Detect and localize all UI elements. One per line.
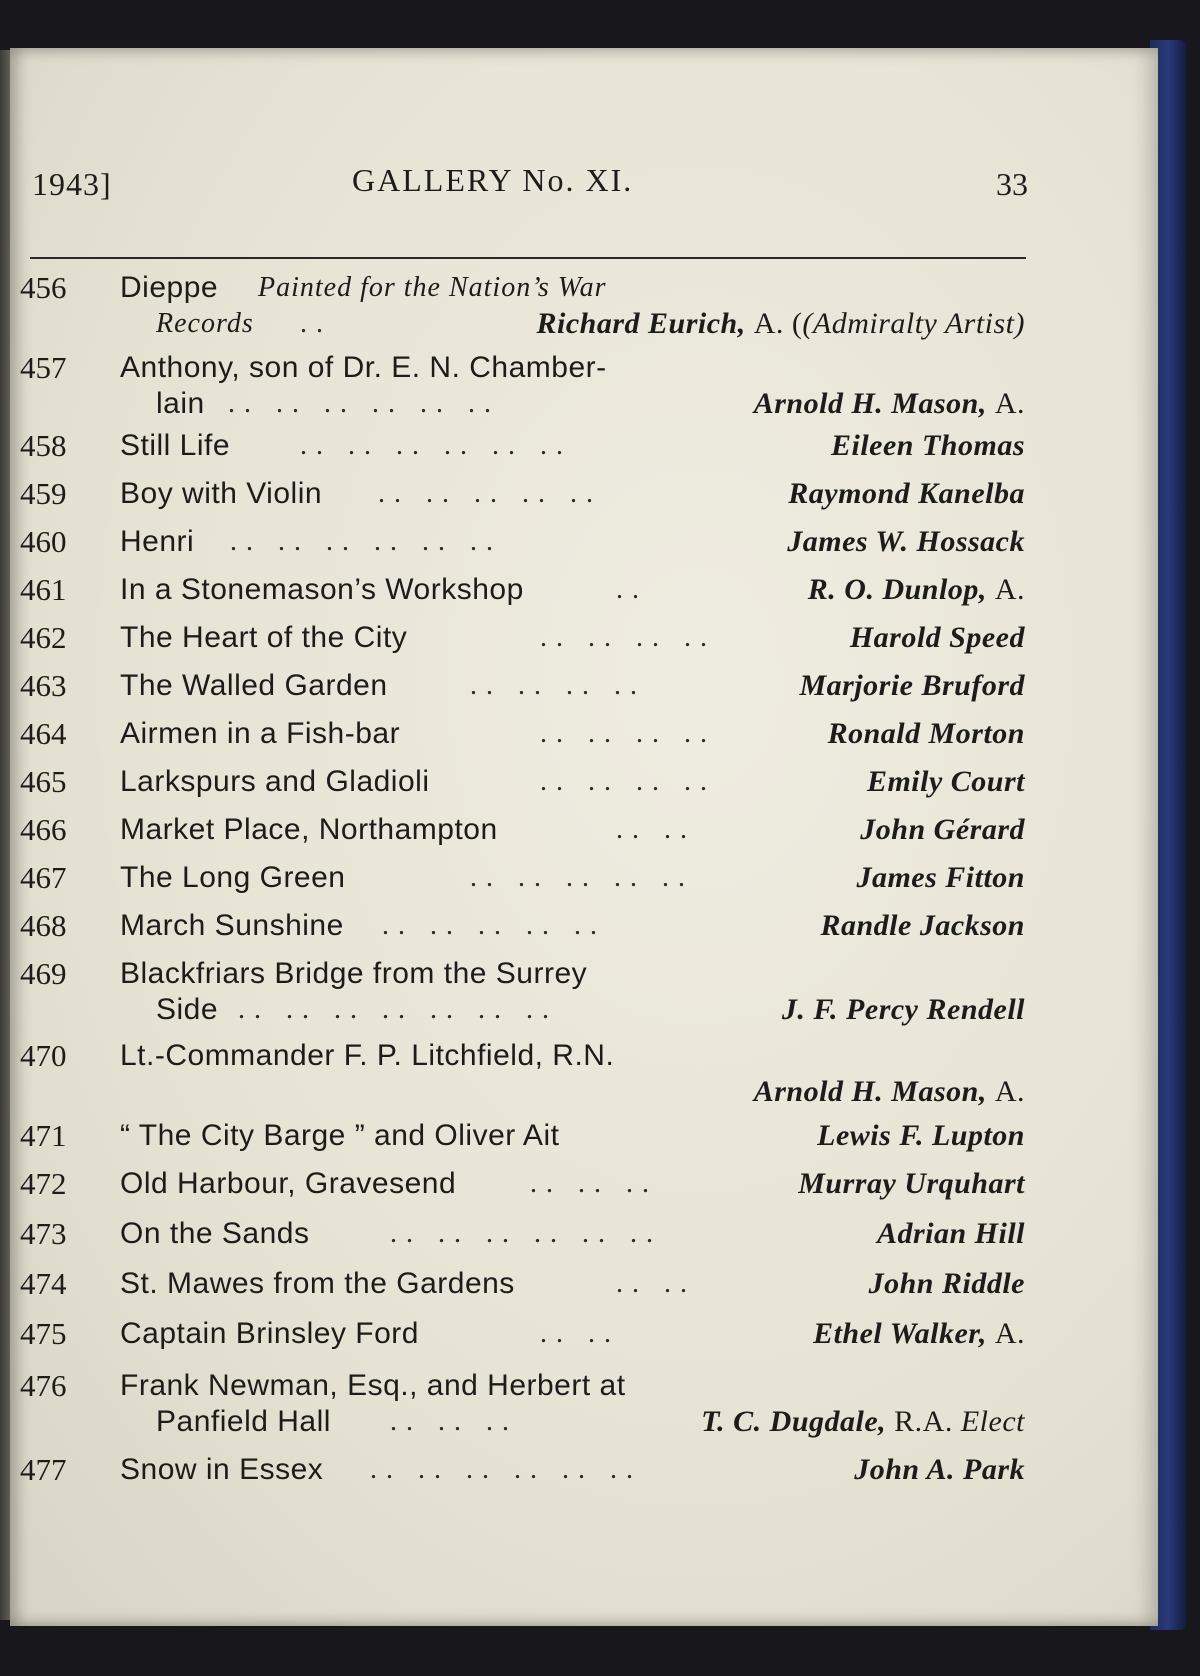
leader-dots: .. .. .. (530, 1168, 658, 1199)
entry-title-continued: lain (156, 387, 205, 420)
catalogue-entry (20, 270, 1025, 342)
entry-artist: James W. Hossack (787, 525, 1025, 558)
entry-title: Still Life (120, 429, 231, 462)
entry-artist: John Gérard (860, 813, 1025, 846)
entry-number: 475 (20, 1316, 67, 1351)
catalogue-entry (20, 764, 1025, 800)
leader-dots: .. .. .. .. .. (382, 910, 606, 941)
leader-dots: .. .. .. .. .. .. (390, 1218, 662, 1249)
entry-artist: Randle Jackson (820, 909, 1025, 942)
entry-title: St. Mawes from the Gardens (120, 1267, 515, 1300)
leader-dots: .. .. .. (390, 1406, 518, 1437)
leader-dots: .. .. .. .. .. (470, 862, 694, 893)
entry-title: Snow in Essex (120, 1453, 324, 1486)
entry-artist: Ethel Walker, A. (813, 1317, 1025, 1350)
entry-title: Anthony, son of Dr. E. N. Chamber- (120, 351, 607, 384)
entry-title: Henri (120, 525, 195, 558)
entry-title: Boy with Violin (120, 477, 323, 510)
entry-number: 470 (20, 1038, 67, 1073)
entry-artist: Emily Court (866, 765, 1025, 798)
catalogue-entry (20, 908, 1025, 944)
entry-title: Larkspurs and Gladioli (120, 765, 430, 798)
entry-artist: Lewis F. Lupton (817, 1119, 1025, 1152)
entry-title-continued: Panfield Hall (156, 1405, 331, 1438)
leader-dots: .. .. .. .. (540, 718, 716, 749)
entry-title: Market Place, Northampton (120, 813, 498, 846)
entry-artist: Arnold H. Mason, A. (753, 387, 1025, 420)
entry-artist: J. F. Percy Rendell (781, 993, 1025, 1026)
entry-artist: John A. Park (854, 1453, 1025, 1486)
entry-number: 460 (20, 524, 67, 559)
entry-artist: Ronald Morton (827, 717, 1025, 750)
catalogue-entry (20, 572, 1025, 608)
catalogue-entry (20, 350, 1025, 422)
entry-number: 473 (20, 1216, 67, 1251)
catalogue-entry (20, 1118, 1025, 1154)
entry-title: On the Sands (120, 1217, 310, 1250)
entry-number: 474 (20, 1266, 67, 1301)
entry-artist: Marjorie Bruford (799, 669, 1025, 702)
entry-number: 458 (20, 428, 67, 463)
catalogue-entry (20, 1038, 1025, 1110)
catalogue-entry (20, 1316, 1025, 1352)
entry-number: 477 (20, 1452, 67, 1487)
catalogue-entry (20, 476, 1025, 512)
entry-artist: Eileen Thomas (830, 429, 1025, 462)
entry-artist: Harold Speed (849, 621, 1025, 654)
entry-artist: Arnold H. Mason, A. (753, 1075, 1025, 1108)
entry-number: 468 (20, 908, 67, 943)
entry-artist: Murray Urquhart (798, 1167, 1025, 1200)
entry-artist: Raymond Kanelba (788, 477, 1025, 510)
entry-number: 476 (20, 1368, 67, 1403)
leader-dots: .. .. .. .. (540, 622, 716, 653)
header-rule (30, 257, 1026, 259)
entry-number: 465 (20, 764, 67, 799)
page-number: 33 (996, 166, 1028, 202)
entry-title: “ The City Barge ” and Oliver Ait (120, 1119, 560, 1152)
catalogue-entry (20, 956, 1025, 1028)
entry-title: Dieppe (120, 271, 219, 304)
leader-dots: .. .. .. .. .. (378, 478, 602, 509)
entry-artist: Richard Eurich, A. ((Admiralty Artist) (536, 307, 1025, 340)
leader-dots: .. .. .. .. (540, 766, 716, 797)
entry-number: 467 (20, 860, 67, 895)
entry-title: March Sunshine (120, 909, 344, 942)
catalogue-page (10, 48, 1158, 1626)
catalogue-entry (20, 716, 1025, 752)
catalogue-entry (20, 620, 1025, 656)
leader-dots: .. .. .. .. .. .. (230, 526, 502, 557)
entry-number: 459 (20, 476, 67, 511)
entry-number: 472 (20, 1166, 67, 1201)
entry-number: 462 (20, 620, 67, 655)
entry-title: The Walled Garden (120, 669, 388, 702)
catalogue-entry (20, 860, 1025, 896)
catalogue-entry (20, 1166, 1025, 1202)
entry-number: 457 (20, 350, 67, 385)
leader-dots: .. .. .. .. .. .. .. (238, 994, 558, 1025)
catalogue-entry (20, 428, 1025, 464)
entry-title: The Heart of the City (120, 621, 408, 654)
leader-dots: .. .. .. .. .. .. (228, 388, 500, 419)
leader-dots: .. .. .. .. (470, 670, 646, 701)
entry-title: Captain Brinsley Ford (120, 1317, 419, 1350)
entry-title: Old Harbour, Gravesend (120, 1167, 457, 1200)
header-title: GALLERY No. XI. (352, 162, 634, 198)
entry-number: 461 (20, 572, 67, 607)
entry-number: 456 (20, 270, 67, 305)
leader-dots: .. .. .. .. .. .. (370, 1454, 642, 1485)
entry-number: 471 (20, 1118, 67, 1153)
entry-number: 463 (20, 668, 67, 703)
leader-dots: .. .. .. .. .. .. (300, 430, 572, 461)
catalogue-entry (20, 668, 1025, 704)
entry-title: Airmen in a Fish-bar (120, 717, 401, 750)
catalogue-entry (20, 1216, 1025, 1252)
entry-artist: R. O. Dunlop, A. (807, 573, 1025, 606)
entry-artist: James Fitton (856, 861, 1025, 894)
entry-number: 466 (20, 812, 67, 847)
catalogue-entry (20, 1368, 1025, 1440)
leader-dots: .. .. (616, 1268, 696, 1299)
entry-note-continued: Records (156, 308, 254, 339)
entry-number: 469 (20, 956, 67, 991)
leader-dots: .. (616, 574, 648, 605)
entry-title-continued: Side (156, 993, 219, 1026)
leader-dots: .. .. (616, 814, 696, 845)
entry-artist: T. C. Dugdale, R.A. Elect (701, 1405, 1025, 1438)
entry-title: Blackfriars Bridge from the Surrey (120, 957, 588, 990)
leader-dots: .. (300, 308, 332, 339)
entry-title: Lt.-Commander F. P. Litchfield, R.N. (120, 1039, 615, 1072)
header-year: 1943] (32, 166, 112, 202)
entry-title: The Long Green (120, 861, 346, 894)
catalogue-entry (20, 1452, 1025, 1488)
page-header (20, 160, 1028, 208)
entry-note: Painted for the Nation’s War (258, 272, 607, 303)
catalogue-entry (20, 1266, 1025, 1302)
catalogue-entry (20, 524, 1025, 560)
entry-artist: Adrian Hill (876, 1217, 1025, 1250)
entry-artist: John Riddle (868, 1267, 1025, 1300)
entry-number: 464 (20, 716, 67, 751)
catalogue-entry (20, 812, 1025, 848)
entry-title: In a Stonemason’s Workshop (120, 573, 524, 606)
entry-title: Frank Newman, Esq., and Herbert at (120, 1369, 626, 1402)
leader-dots: .. .. (540, 1318, 620, 1349)
